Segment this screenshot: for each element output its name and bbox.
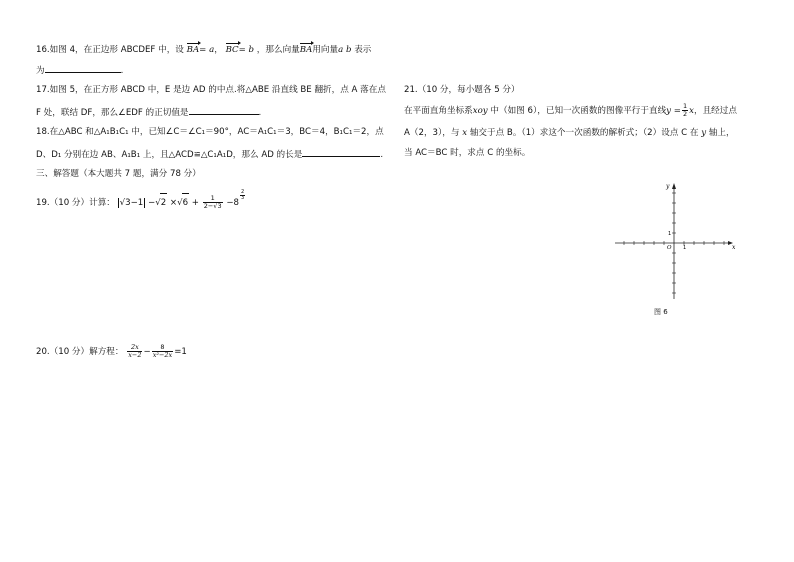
q20-eq: =1 xyxy=(174,347,187,357)
f1-den: x−2 xyxy=(128,351,142,359)
eq-b: = b xyxy=(238,45,255,55)
half-num: 1 xyxy=(682,102,688,110)
q19-minus: − xyxy=(148,198,156,208)
q21-l2b: 轴交于点 B。（1）求这个一次函数的解析式；（2）设点 C 在 xyxy=(469,128,699,138)
q18-end: . xyxy=(380,150,384,160)
fraction-2x-over-x-minus-2 xyxy=(127,344,142,359)
eq-a: = a xyxy=(199,45,215,55)
q16-mid: ，那么向量 xyxy=(256,45,300,55)
abs-value: √3−1 xyxy=(119,198,144,208)
q16-end: . xyxy=(120,66,124,76)
vector-bc: BC xyxy=(225,45,239,55)
x-var: x xyxy=(689,106,694,116)
q17-prefix: F 处，联结 DF，那么∠EDF 的正切值是 xyxy=(36,108,189,118)
question-21-line-1 xyxy=(404,103,737,119)
question-18-line-2 xyxy=(36,147,383,161)
exp-num: 2 xyxy=(240,189,245,195)
question-17-line-1: 17.如图 5，在正方形 ABCD 中，E 是边 AD 的中点.将△ABE 沿直线 BE 翻折，点 A 落在点 xyxy=(36,85,386,95)
q19-plus: + xyxy=(191,198,199,208)
q21-l1a: 在平面直角坐标系 xyxy=(404,106,473,116)
fraction-8-over-x2-minus-2x xyxy=(152,344,174,359)
fraction-one-half xyxy=(682,103,688,118)
fraction-1-over-2-minus-root3 xyxy=(203,195,223,210)
question-17-line-2 xyxy=(36,105,261,119)
question-16-line-1 xyxy=(36,44,371,56)
question-21-title: 21.（10 分，每小题各 5 分） xyxy=(404,85,520,95)
q21-l2a: A（2，3），与 xyxy=(404,128,460,138)
q16-comma: ， xyxy=(214,45,223,55)
sqrt-2: √2 xyxy=(155,198,167,208)
q16-text: 16.如图 4，在正边形 ABCDEF 中，设 xyxy=(36,45,184,55)
question-20 xyxy=(36,343,187,361)
answer-blank-17[interactable] xyxy=(189,105,259,115)
q19-minus-2: − xyxy=(226,198,234,208)
q16-prefix: 为 xyxy=(36,66,45,76)
question-18-line-1: 18.在△ABC 和△A₁B₁C₁ 中，已知∠C＝∠C₁＝90°，AC＝A₁C₁＝3，BC＝4，B₁C₁＝2，点 xyxy=(36,127,384,137)
q21-l1c: ，且经过点 xyxy=(693,106,737,116)
q17-end: . xyxy=(258,108,262,118)
x-tick-1-label: 1 xyxy=(683,245,687,251)
frac-num: 1 xyxy=(203,195,223,203)
vector-ba: BA xyxy=(186,45,200,55)
y-tick-1-label: 1 xyxy=(668,231,672,237)
half-den: 2 xyxy=(682,110,688,118)
origin-label: O xyxy=(667,245,672,251)
q16-expr: 表示 xyxy=(354,45,372,55)
section-3-heading: 三、解答题（本大题共 7 题，满分 78 分） xyxy=(36,169,201,179)
y-axis xyxy=(672,183,676,299)
y-axis-var: y xyxy=(701,128,707,138)
q16-use: 用向量 xyxy=(312,45,339,55)
x-axis-var: x xyxy=(462,128,468,138)
y-eq: y = xyxy=(666,106,681,116)
power-exponent xyxy=(240,190,245,201)
power-base: 8 xyxy=(233,198,239,208)
vectors-ab: a b xyxy=(338,45,352,55)
q19-times: × xyxy=(169,198,178,208)
sqrt-2-radicand: 2 xyxy=(160,193,167,212)
xoy-label: xoy xyxy=(472,106,488,116)
x-axis-label: x xyxy=(732,244,736,251)
q20-prefix: 20.（10 分）解方程： xyxy=(36,347,124,357)
frac-den: 2−√3 xyxy=(203,202,222,210)
question-19 xyxy=(36,190,246,212)
f2-den: x²−2x xyxy=(152,351,173,359)
question-21-line-2 xyxy=(404,127,735,139)
q20-minus: − xyxy=(143,347,151,357)
sqrt-6: √6 xyxy=(177,198,189,208)
q21-l2c: 轴上， xyxy=(708,128,735,138)
answer-blank-18[interactable] xyxy=(302,147,380,157)
exp-den: 3 xyxy=(240,195,245,201)
question-16-line-2 xyxy=(36,63,123,77)
coordinate-plane-figure xyxy=(612,181,740,303)
vector-ba-2: BA xyxy=(299,45,313,55)
f1-num: 2x xyxy=(127,344,142,352)
sqrt-6-radicand: 6 xyxy=(182,193,189,212)
question-21-line-3: 当 AC＝BC 时，求点 C 的坐标。 xyxy=(404,148,531,158)
answer-blank-16[interactable] xyxy=(45,63,121,73)
figure-6-caption: 图 6 xyxy=(654,308,668,316)
q18-prefix: D、D₁ 分别在边 AB、A₁B₁ 上，且△ACD≌△C₁A₁D，那么 AD 的长是 xyxy=(36,150,303,160)
q21-l1b: 中（如图 6），已知一次函数的图像平行于直线 xyxy=(490,106,667,116)
y-axis-label: y xyxy=(666,183,670,190)
q19-prefix: 19.（10 分）计算： xyxy=(36,198,115,208)
f2-num: 8 xyxy=(152,344,174,352)
